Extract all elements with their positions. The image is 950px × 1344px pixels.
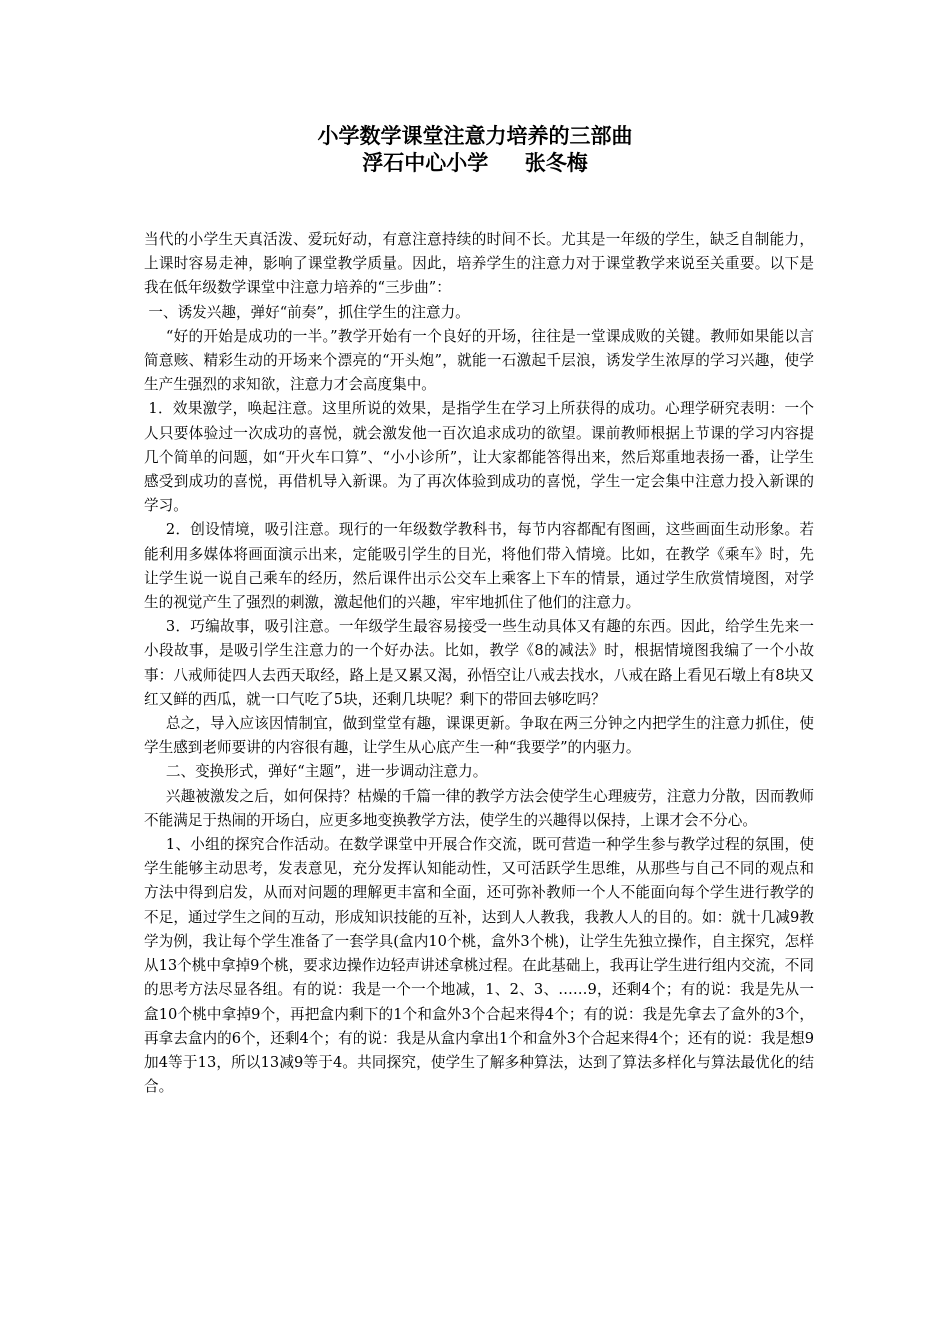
document-body [144, 228, 814, 1099]
intro-paragraph: 当代的小学生天真活泼、爱玩好动，有意注意持续的时间不长。尤其是一年级的学生，缺乏自制能力，上课时容易走神，影响了课堂教学质量。因此，培养学生的注意力对于课堂教学来说至关重要。以下是我在低年级数学课堂中注意力培养的“三步曲”： [144, 231, 814, 297]
document-author-line: 浮石中心小学 张冬梅 [362, 150, 588, 175]
document-title: 小学数学课堂注意力培养的三部曲 [317, 123, 633, 148]
title-block [0, 122, 950, 176]
body-paragraph: 兴趣被激发之后，如何保持？枯燥的千篇一律的教学方法会使学生心理疲劳，注意力分散，因而教师不能满足于热闹的开场白，应更多地变换教学方法，使学生的兴趣得以保持，上课才会不分心。 [144, 787, 814, 829]
body-paragraph: 2．创设情境，吸引注意。现行的一年级数学教科书，每节内容都配有图画，这些画面生动形象。若能利用多媒体将画面演示出来，定能吸引学生的目光，将他们带入情境。比如，在教学《乘车》时，先让学生说一说自己乘车的经历，然后课件出示公交车上乘客上下车的情景，通过学生欣赏情境图，对学生的视觉产生了强烈的刺激，激起他们的兴趣，牢牢地抓住了他们的注意力。 [144, 521, 814, 612]
body-paragraph: 总之，导入应该因情制宜，做到堂堂有趣，课课更新。争取在两三分钟之内把学生的注意力抓住，使学生感到老师要讲的内容很有趣，让学生从心底产生一种“我要学”的内驱力。 [144, 715, 814, 757]
body-paragraph: 1．效果激学，唤起注意。这里所说的效果，是指学生在学习上所获得的成功。心理学研究表明：一个人只要体验过一次成功的喜悦，就会激发他一百次追求成功的欲望。课前教师根据上节课的学习内容提几个简单的问题，如“开火车口算”、“小小诊所”，让大家都能答得出来，然后郑重地表扬一番，让学生感受到成功的喜悦，再借机导入新课。为了再次体验到成功的喜悦，学生一定会集中注意力投入新课的学习。 [144, 400, 814, 515]
body-paragraph: “好的开始是成功的一半。”教学开始有一个良好的开场，往往是一堂课成败的关键。教师如果能以言简意赅、精彩生动的开场来个漂亮的“开头炮”，就能一石激起千层浪，诱发学生浓厚的学习兴趣，使学生产生强烈的求知欲，注意力才会高度集中。 [144, 327, 814, 394]
section-heading-2: 二、变换形式，弹好“主题”，进一步调动注意力。 [165, 763, 488, 781]
body-paragraph: 1、小组的探究合作活动。在数学课堂中开展合作交流，既可营造一种学生参与教学过程的氛围，使学生能够主动思考，发表意见，充分发挥认知能动性，又可活跃学生思维，从那些与自己不同的观点和方法中得到启发，从而对问题的理解更丰富和全面，还可弥补教师一个人不能面向每个学生进行教学的不足，通过学生之间的互动，形成知识技能的互补，达到人人教我，我教人人的目的。如：就十几减9教学为例，我让每个学生准备了一套学具(盒内10个桃，盒外3个桃)，让学生先独立操作，自主探究，怎样从13个桃中拿掉9个桃，要求边操作边轻声讲述拿桃过程。在此基础上，我再让学生进行组内交流，不同的思考方法尽显各组。有的说：我是一个一个地减，1、2、3、……9，还剩4个；有的说：我是先从一盒10个桃中拿掉9个，再把盒内剩下的1个和盒外3个合起来得4个；有的说：我是先拿去了盒外的3个，再拿去盒内的6个，还剩4个；有的说：我是从盒内拿出1个和盒外3个合起来得4个；还有的说：我是想9加4等于13，所以13减9等于4。共同探究，使学生了解多种算法，达到了算法多样化与算法最优化的结合。 [144, 836, 814, 1096]
section-heading-1: 一、诱发兴趣，弹好“前奏”，抓住学生的注意力。 [148, 303, 470, 321]
body-paragraph: 3．巧编故事，吸引注意。一年级学生最容易接受一些生动具体又有趣的东西。因此，给学生先来一小段故事，是吸引学生注意力的一个好办法。比如，教学《8的减法》时，根据情境图我编了一个小故事：八戒师徒四人去西天取经，路上是又累又渴，孙悟空让八戒去找水，八戒在路上看见石墩上有8块又红又鲜的西瓜，就一口气吃了5块，还剩几块呢？剩下的带回去够吃吗？ [144, 618, 814, 708]
